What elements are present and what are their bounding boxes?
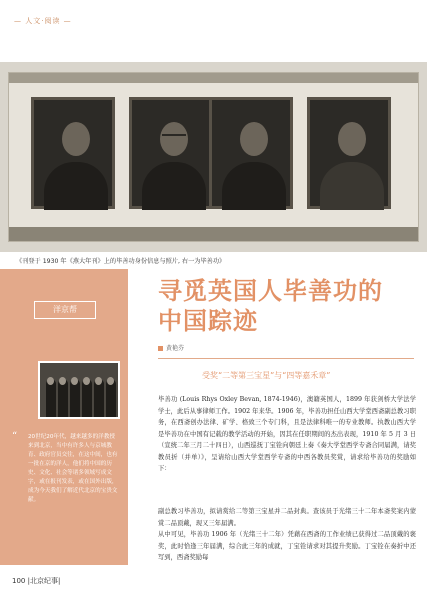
title-line-2: 中国踪迹: [158, 306, 258, 335]
section-subhead: 受奖“二等第三宝星”与“四等嘉禾章”: [202, 371, 331, 380]
paragraph-2: 副总教习毕善功，拟请赏给二等第三宝星并二品封典。查该员于光绪三十二年本斋奖案内蒙赏二品顶戴，现又三年届满。: [158, 508, 416, 527]
portrait-1: [31, 97, 115, 209]
sidebar-panel: [0, 269, 128, 565]
sidebar-quote: 20世纪20年代，越来越多的洋教授来到北京，当中有许多人与京城教育、政府官员交往，在这中间，也有一批在京的洋人，他们将中国的历史、文化、社会等诸多领域写成文字，或在报刊发表，或在国外出版，成为今天我们了解近代北京的宝贵文献。: [28, 434, 118, 503]
paragraph-3: 从中可见，毕善功 1906 年（光绪三十二年）凭藉在西斋的工作业绩已获得过二品顶戴的褒奖，此时恰逢三年届满，综合此三年的成就，丁宝铨请求对其提升奖励。丁宝铨在奏折中还写到，西斋奖励每: [158, 531, 416, 561]
title-line-1: 寻觅英国人毕善功的: [158, 276, 383, 305]
portrait-2: [129, 97, 213, 209]
author-name: 黄艳芬: [166, 345, 185, 352]
section-header: — 人文·阅读 —: [14, 17, 72, 25]
article-title: [158, 276, 383, 336]
column-tag: 洋京帮: [34, 301, 96, 319]
historical-photo: [0, 62, 427, 252]
portrait-3: [209, 97, 293, 209]
page-footer: 100 |北京纪事|: [12, 577, 61, 585]
paragraph-1: 毕善功 (Louis Rhys Oxley Bevan, 1874-1946)，澳籍英国人，1899 年获剑桥大学法学学士，此后从事律师工作。1902 年来华。1906 年，毕善功担任山西大学堂西斋副总教习职务，在西斋创办法律、矿学、格致三个专门科，且是法律科唯一的专业教师。执教山西大学是毕善功在中国有记载的教学活动的开始，因其在任职期间的杰出表现，1910 年 5 月 3 日（宣统二年三月二十四日），山西巡抚丁宝铨向朝廷上奏《奏大学堂西学专斋合同届满，请奖教员折（并单）》，呈请给山西大学堂西学专斋的中西各教员奖赏，请求给毕善功的奖励如下：: [158, 396, 416, 472]
photo-caption: 《刊登于 1930 年《燕大年刊》上的毕善功身份信息与照片, 右一为毕善功》: [16, 258, 226, 265]
group-photo: [38, 361, 120, 419]
portrait-4: [307, 97, 391, 209]
title-divider: [158, 358, 414, 359]
quote-mark-icon: “: [12, 431, 18, 442]
author-marker-icon: [158, 346, 163, 351]
article-author: [158, 343, 184, 352]
